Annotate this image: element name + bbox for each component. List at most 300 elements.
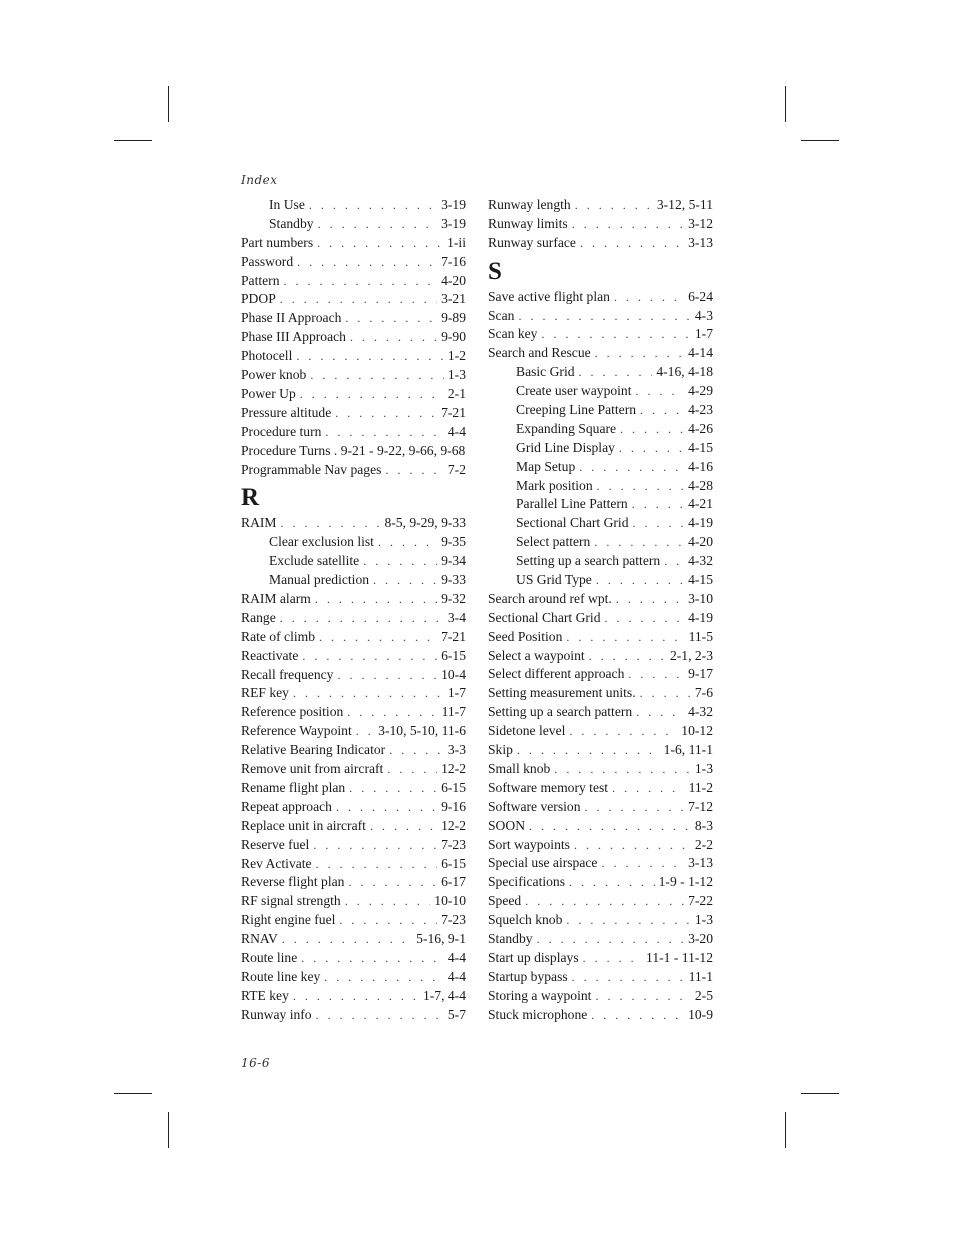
entry-page-ref: 3-4 (447, 609, 466, 625)
index-entry (488, 609, 713, 628)
dot-leader (636, 382, 685, 401)
dot-leader (579, 458, 684, 477)
entry-term: US Grid Type (516, 572, 592, 588)
index-entry (488, 987, 713, 1006)
entry-term: Map Setup (516, 458, 576, 474)
index-subentry (488, 571, 713, 590)
entry-page-ref: 3-12, 5-11 (656, 197, 713, 212)
dot-leader (356, 722, 374, 741)
entry-term: Basic Grid (516, 364, 575, 380)
dot-leader (316, 855, 437, 874)
entry-page-ref: 3-3 (447, 742, 466, 758)
entry-page-ref: 7-23 (441, 836, 466, 852)
index-column-right (488, 196, 713, 1024)
index-entry (241, 328, 466, 347)
entry-page-ref: 12-2 (441, 817, 466, 833)
index-entry (488, 196, 713, 215)
entry-term: Reference position (241, 704, 344, 720)
entry-term: Sort waypoints (488, 836, 570, 852)
entry-term: Reserve fuel (241, 836, 310, 852)
index-entry (241, 647, 466, 666)
dot-leader (632, 495, 684, 514)
entry-page-ref: 4-26 (688, 420, 713, 436)
index-list-p-continued (241, 196, 466, 479)
entry-page-ref: 11-1 - 11-12 (646, 949, 713, 965)
entry-term: Mark position (516, 477, 593, 493)
index-entry (488, 798, 713, 817)
entry-page-ref: 3-19 (441, 197, 466, 212)
dot-leader (280, 609, 444, 628)
entry-page-ref: 3-12 (688, 215, 713, 231)
dot-leader (281, 514, 381, 533)
index-entry (241, 703, 466, 722)
index-entry (488, 854, 713, 873)
entry-term: Password (241, 253, 294, 269)
index-entry (241, 309, 466, 328)
entry-page-ref: 4-16 (688, 458, 713, 474)
dot-leader (518, 307, 690, 326)
entry-page-ref: 1-6, 11-1 (663, 742, 713, 758)
entry-term: Runway length (488, 197, 571, 212)
entry-page-ref: 4-15 (688, 572, 713, 588)
entry-page-ref: 3-10 (688, 590, 713, 606)
dot-leader (579, 363, 653, 382)
entry-page-ref: 7-2 (447, 461, 466, 477)
index-entry (241, 968, 466, 987)
dot-leader (541, 325, 690, 344)
index-subentry (488, 363, 713, 382)
crop-mark (801, 140, 839, 141)
index-entry (241, 741, 466, 760)
index-entry (488, 307, 713, 326)
index-subentry (488, 382, 713, 401)
dot-leader (537, 930, 685, 949)
dot-leader (336, 798, 437, 817)
dot-leader (589, 647, 666, 666)
entry-page-ref: 4-4 (447, 949, 466, 965)
entry-page-ref: 9-17 (688, 666, 713, 682)
index-subentry (488, 401, 713, 420)
entry-page-ref: 9-32 (441, 591, 466, 607)
entry-page-ref: 1-9 - 1-12 (658, 874, 713, 890)
entry-page-ref: 10-12 (681, 723, 713, 739)
entry-term: Route line key (241, 968, 321, 984)
index-entry (488, 836, 713, 855)
entry-term: Part numbers (241, 234, 314, 250)
dot-leader (339, 911, 437, 930)
entry-page-ref: 10-4 (441, 666, 466, 682)
entry-term: Search around ref wpt. (488, 590, 612, 606)
entry-page-ref: 7-21 (441, 628, 466, 644)
entry-term: Seed Position (488, 628, 563, 644)
index-entry (488, 873, 713, 892)
dot-leader (575, 196, 653, 215)
dot-leader (628, 665, 684, 684)
dot-leader (296, 347, 444, 366)
dot-leader (525, 892, 684, 911)
entry-term: Setting measurement units. (488, 685, 636, 701)
index-subentry (241, 571, 466, 590)
dot-leader (636, 703, 684, 722)
dot-leader (318, 215, 438, 234)
entry-term: Right engine fuel (241, 912, 336, 928)
dot-leader (370, 817, 437, 836)
entry-page-ref: 11-7 (441, 704, 466, 720)
index-entry (241, 930, 466, 949)
index-subentry (488, 439, 713, 458)
crop-mark (785, 86, 786, 122)
index-entry (241, 272, 466, 291)
dot-leader (594, 533, 684, 552)
dot-leader (633, 514, 685, 533)
entry-term: Runway info (241, 1006, 312, 1022)
index-entry (241, 628, 466, 647)
entry-page-ref: 10-10 (434, 893, 466, 909)
dot-leader (297, 253, 437, 272)
dot-leader (614, 288, 684, 307)
entry-term: Search and Rescue (488, 345, 591, 361)
dot-leader (284, 272, 438, 291)
dot-leader (595, 987, 690, 1006)
entry-page-ref: 4-19 (688, 515, 713, 531)
entry-page-ref: 8-5, 9-29, 9-33 (384, 515, 466, 531)
index-entry (241, 366, 466, 385)
entry-page-ref: 4-15 (688, 439, 713, 455)
dot-leader (280, 290, 437, 309)
index-entry (241, 1006, 466, 1025)
dot-leader (640, 401, 684, 420)
index-entry (241, 404, 466, 423)
entry-term: Start up displays (488, 949, 579, 965)
entry-term: Standby (488, 930, 533, 946)
entry-page-ref: 7-16 (441, 253, 466, 269)
dot-leader (347, 703, 437, 722)
entry-page-ref: 4-3 (694, 307, 713, 323)
crop-mark (168, 1112, 169, 1148)
dot-leader (348, 873, 437, 892)
dot-leader (569, 873, 655, 892)
entry-term: REF key (241, 685, 289, 701)
index-entry (241, 666, 466, 685)
dot-leader (389, 741, 444, 760)
index-entry (241, 855, 466, 874)
crop-mark (114, 140, 152, 141)
dot-leader (373, 571, 437, 590)
entry-term: Stuck microphone (488, 1006, 588, 1022)
entry-term: Sectional Chart Grid (488, 609, 601, 625)
entry-term: Recall frequency (241, 666, 334, 682)
index-entry (241, 873, 466, 892)
index-entry (241, 461, 466, 480)
index-entry: Procedure Turns . 9-21 - 9-22, 9-66, 9-68 (241, 443, 466, 459)
index-entry (241, 987, 466, 1006)
dot-leader (529, 817, 691, 836)
dot-leader (612, 779, 685, 798)
dot-leader (309, 196, 437, 215)
entry-term: Phase III Approach (241, 329, 346, 345)
entry-page-ref: 2-1 (447, 385, 466, 401)
entry-term: Power knob (241, 367, 307, 383)
entry-term: Scan (488, 307, 515, 323)
entry-page-ref: 4-14 (688, 345, 713, 361)
dot-leader (350, 328, 437, 347)
index-subentry (488, 458, 713, 477)
entry-term: Exclude satellite (269, 553, 360, 569)
entry-term: Squelch knob (488, 912, 563, 928)
entry-page-ref: 2-1, 2-3 (669, 647, 713, 663)
entry-page-ref: 3-13 (688, 855, 713, 871)
entry-term: Small knob (488, 760, 551, 776)
entry-term: SOON (488, 817, 526, 833)
index-entry (241, 892, 466, 911)
entry-term: RNAV (241, 931, 278, 947)
index-entry (241, 514, 466, 533)
entry-page-ref: 11-5 (688, 628, 713, 644)
index-entry (488, 911, 713, 930)
entry-term: Runway limits (488, 215, 568, 231)
entry-page-ref: 9-89 (441, 310, 466, 326)
crop-mark (168, 86, 169, 122)
dot-leader (640, 684, 691, 703)
entry-page-ref: 4-16, 4-18 (656, 364, 713, 380)
index-entry (488, 892, 713, 911)
entry-page-ref: 7-12 (688, 798, 713, 814)
entry-term: Manual prediction (269, 572, 370, 588)
entry-term: Software memory test (488, 779, 609, 795)
entry-term: Setting up a search pattern (516, 553, 661, 569)
dot-leader (313, 836, 437, 855)
index-entry (488, 760, 713, 779)
crop-mark (785, 1112, 786, 1148)
dot-leader (583, 949, 642, 968)
dot-leader (317, 234, 443, 253)
index-list-r-continued (488, 196, 713, 253)
index-entry (488, 325, 713, 344)
dot-leader (293, 987, 419, 1006)
entry-term: Grid Line Display (516, 439, 615, 455)
index-entry (241, 423, 466, 442)
dot-leader (572, 968, 685, 987)
entry-term: Save active flight plan (488, 288, 610, 304)
entry-term: Rate of climb (241, 628, 315, 644)
index-entry (488, 628, 713, 647)
entry-term: Standby (269, 215, 314, 231)
dot-leader (319, 628, 437, 647)
dot-leader (293, 684, 444, 703)
entry-term: RAIM (241, 515, 277, 531)
page-number: 16-6 (241, 1056, 270, 1070)
dot-leader (664, 552, 684, 571)
entry-term: RF signal strength (241, 893, 341, 909)
dot-leader (302, 647, 437, 666)
index-entry (241, 684, 466, 703)
entry-term: Rename flight plan (241, 779, 346, 795)
index-entry (488, 741, 713, 760)
entry-page-ref: 6-24 (688, 288, 713, 304)
entry-page-ref: 1-7 (447, 685, 466, 701)
index-column-left (241, 196, 466, 1025)
index-subentry (488, 420, 713, 439)
dot-leader (378, 533, 437, 552)
index-entry (241, 347, 466, 366)
entry-page-ref: 3-10, 5-10, 11-6 (378, 723, 466, 739)
entry-term: Photocell (241, 348, 293, 364)
index-entry (488, 647, 713, 666)
entry-page-ref: 7-23 (441, 912, 466, 928)
index-entry (488, 968, 713, 987)
entry-term: Procedure turn (241, 423, 322, 439)
dot-leader (310, 366, 444, 385)
dot-leader (580, 234, 684, 253)
entry-term: Software version (488, 798, 581, 814)
index-entry (241, 234, 466, 253)
entry-term: Create user waypoint (516, 383, 632, 399)
entry-term: Programmable Nav pages (241, 461, 382, 477)
entry-page-ref: 3-20 (688, 930, 713, 946)
entry-term: Select a waypoint (488, 647, 585, 663)
entry-page-ref: 1-3 (694, 912, 713, 928)
entry-page-ref: 11-1 (688, 968, 713, 984)
entry-term: Phase II Approach (241, 310, 342, 326)
entry-page-ref: 10-9 (688, 1006, 713, 1022)
dot-leader (517, 741, 660, 760)
index-entry (488, 590, 713, 609)
entry-page-ref: 1-3 (694, 760, 713, 776)
entry-page-ref: 9-90 (441, 329, 466, 345)
section-letter-s: S (488, 257, 502, 285)
entry-term: Specifications (488, 874, 566, 890)
index-subentry (488, 552, 713, 571)
entry-term: Reference Waypoint (241, 723, 352, 739)
dot-leader (324, 968, 444, 987)
index-entry (241, 836, 466, 855)
index-subentry (241, 215, 466, 234)
entry-page-ref: 1-ii (447, 234, 466, 250)
dot-leader (619, 439, 684, 458)
entry-term: Setting up a search pattern (488, 704, 633, 720)
entry-page-ref: 4-28 (688, 477, 713, 493)
entry-term: Reverse flight plan (241, 874, 345, 890)
index-entry (241, 911, 466, 930)
dot-leader (585, 798, 685, 817)
entry-page-ref: 4-4 (447, 423, 466, 439)
entry-term: Skip (488, 742, 513, 758)
index-entry (241, 290, 466, 309)
entry-term: Sectional Chart Grid (516, 515, 629, 531)
dot-leader (315, 590, 437, 609)
index-subentry (241, 552, 466, 571)
dot-leader (616, 590, 684, 609)
entry-page-ref: 9-35 (441, 534, 466, 550)
dot-leader (566, 911, 690, 930)
entry-page-ref: 1-2 (447, 348, 466, 364)
index-entry (241, 385, 466, 404)
index-subentry (488, 514, 713, 533)
entry-page-ref: 9-21 - 9-22, 9-66, 9-68 (340, 443, 466, 459)
index-subentry (488, 495, 713, 514)
entry-term: Pattern (241, 272, 280, 288)
entry-page-ref: 4-20 (688, 534, 713, 550)
entry-term: Select pattern (516, 534, 591, 550)
running-head: Index (241, 173, 278, 187)
dot-leader (572, 215, 684, 234)
entry-term: Storing a waypoint (488, 987, 592, 1003)
entry-page-ref: 4-21 (688, 496, 713, 512)
entry-page-ref: 8-3 (694, 817, 713, 833)
entry-page-ref: 4-32 (688, 553, 713, 569)
entry-page-ref: 3-21 (441, 291, 466, 307)
entry-term: Creeping Line Pattern (516, 402, 637, 418)
index-entry (488, 949, 713, 968)
entry-page-ref: 1-7, 4-4 (422, 987, 466, 1003)
entry-page-ref: 7-21 (441, 404, 466, 420)
entry-term: PDOP (241, 291, 276, 307)
dot-leader (385, 461, 443, 480)
entry-page-ref: 4-29 (688, 383, 713, 399)
entry-term: Range (241, 609, 276, 625)
entry-page-ref: 5-7 (447, 1006, 466, 1022)
index-entry (241, 253, 466, 272)
dot-leader (554, 760, 691, 779)
entry-term: Reactivate (241, 647, 299, 663)
entry-page-ref: 6-15 (441, 779, 466, 795)
dot-leader (363, 552, 437, 571)
entry-page-ref: 9-33 (441, 572, 466, 588)
entry-term: Pressure altitude (241, 404, 332, 420)
index-entry (488, 288, 713, 307)
section-letter-r: R (241, 484, 260, 512)
entry-page-ref: 4-23 (688, 402, 713, 418)
dot-leader (349, 779, 437, 798)
index-entry (488, 703, 713, 722)
entry-term: Sidetone level (488, 723, 566, 739)
dot-leader (301, 949, 444, 968)
entry-page-ref: 1-3 (447, 367, 466, 383)
entry-page-ref: 6-15 (441, 855, 466, 871)
dot-leader (601, 854, 684, 873)
entry-term: Relative Bearing Indicator (241, 742, 386, 758)
entry-term: Clear exclusion list (269, 534, 374, 550)
entry-page-ref: 2-5 (694, 987, 713, 1003)
index-entry (488, 234, 713, 253)
index-entry (488, 779, 713, 798)
dot-leader (566, 628, 684, 647)
dot-leader (282, 930, 412, 949)
entry-term: RTE key (241, 987, 289, 1003)
entry-page-ref: 7-6 (694, 685, 713, 701)
index-subentry (488, 533, 713, 552)
dot-leader (569, 722, 677, 741)
entry-term: Startup bypass (488, 968, 568, 984)
index-subentry (241, 196, 466, 215)
dot-leader (335, 404, 437, 423)
entry-page-ref: 4-19 (688, 609, 713, 625)
entry-term: Special use airspace (488, 855, 598, 871)
entry-term: Scan key (488, 326, 538, 342)
dot-leader (574, 836, 691, 855)
entry-term: Runway surface (488, 234, 576, 250)
entry-page-ref: 3-19 (441, 215, 466, 231)
dot-leader (345, 892, 431, 911)
index-entry (241, 590, 466, 609)
index-entry (488, 817, 713, 836)
dot-leader (620, 420, 684, 439)
entry-term: Power Up (241, 385, 296, 401)
dot-leader (595, 344, 684, 363)
index-entry (488, 1006, 713, 1025)
index-entry (488, 722, 713, 741)
entry-term: Speed (488, 893, 522, 909)
